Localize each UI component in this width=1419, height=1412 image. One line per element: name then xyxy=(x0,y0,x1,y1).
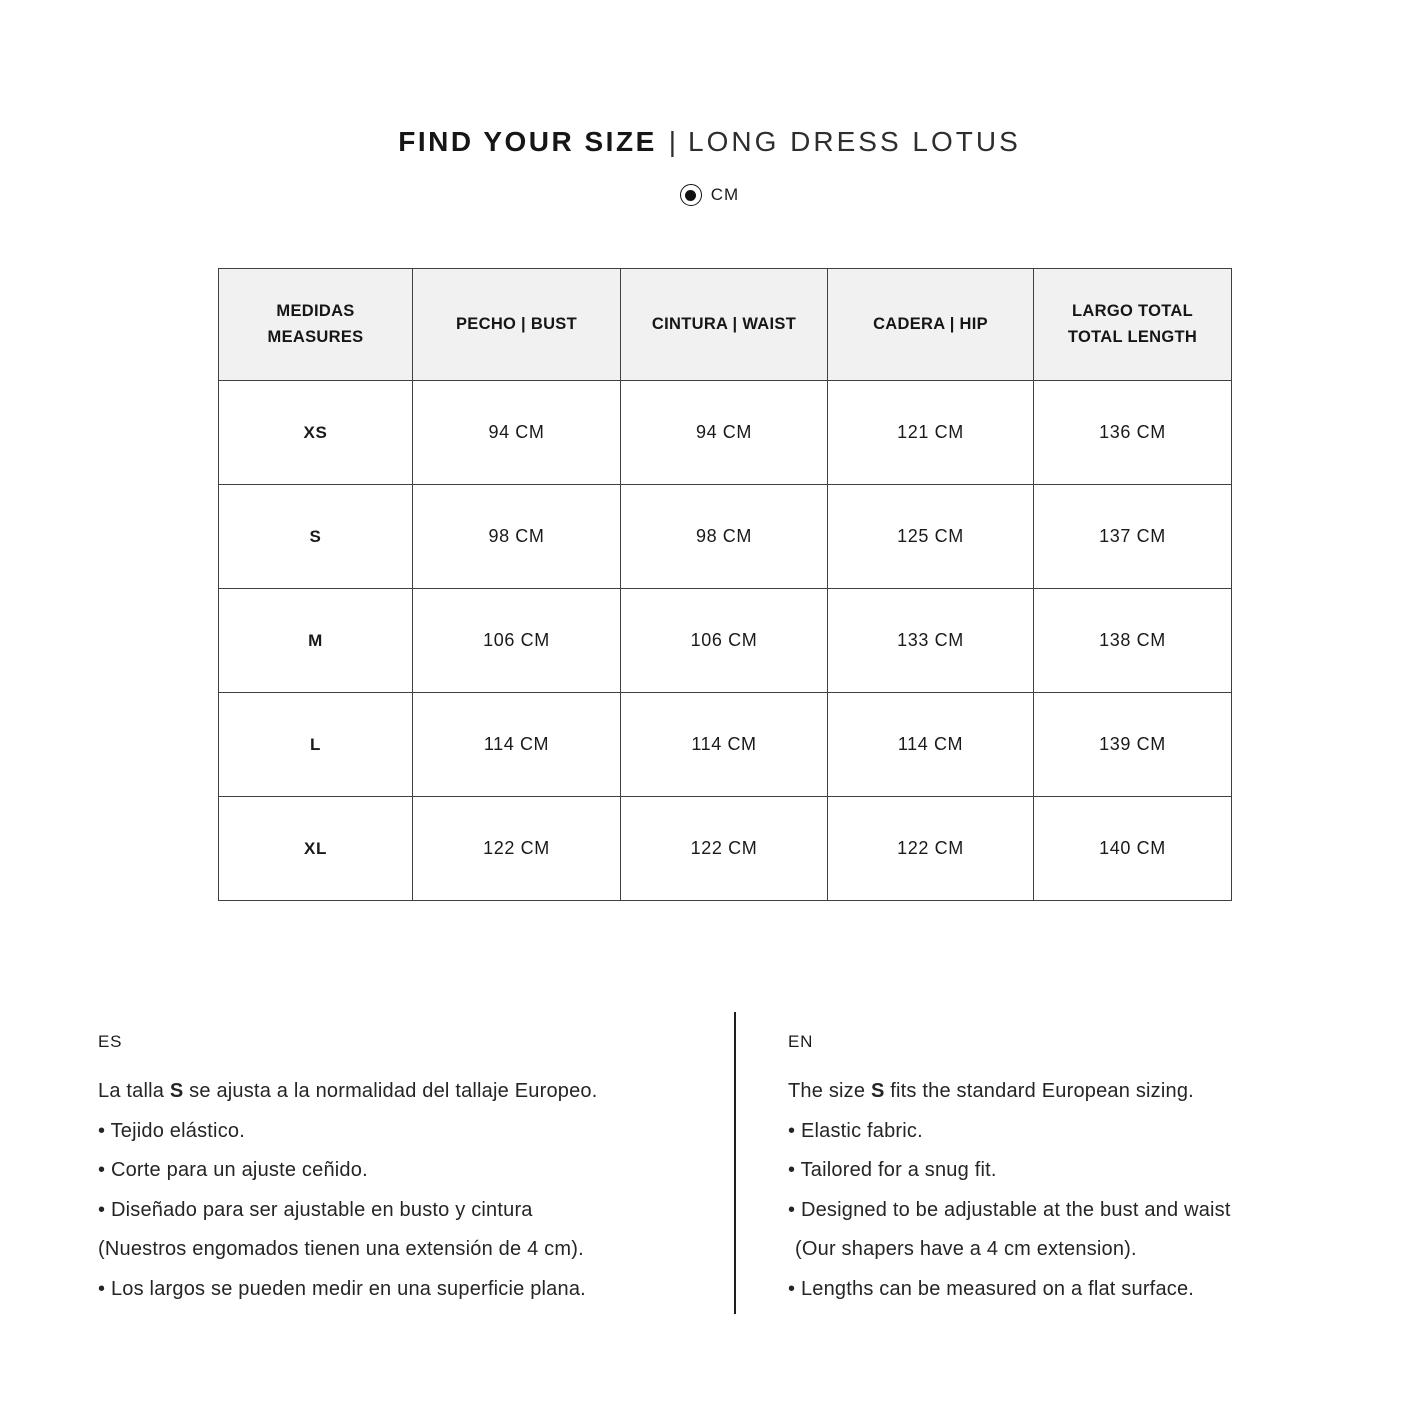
length-value: 137 CM xyxy=(1034,485,1232,589)
table-header-row xyxy=(219,269,1232,381)
radio-selected-icon[interactable] xyxy=(680,184,702,206)
header-waist: CINTURA | WAIST xyxy=(621,269,828,381)
hip-value: 125 CM xyxy=(828,485,1034,589)
notes-es xyxy=(98,1032,698,1309)
size-label: L xyxy=(219,693,413,797)
hip-value: 122 CM xyxy=(828,797,1034,901)
size-s-bold: S xyxy=(169,1080,184,1102)
length-value: 140 CM xyxy=(1034,797,1232,901)
bust-value: 94 CM xyxy=(413,381,621,485)
notes-es-heading: ES xyxy=(98,1032,123,1051)
column-divider xyxy=(734,1012,736,1314)
notes-en-line: • Lengths can be measured on a flat surface. xyxy=(788,1277,1195,1300)
notes-en xyxy=(788,1032,1368,1309)
size-label: M xyxy=(219,589,413,693)
hip-value: 121 CM xyxy=(828,381,1034,485)
page-title-secondary: LONG DRESS LOTUS xyxy=(688,126,1021,157)
title-separator: | xyxy=(668,126,677,157)
notes-es-line: • Los largos se pueden medir en una superficie plana. xyxy=(98,1277,586,1300)
notes-en-line: • Elastic fabric. xyxy=(788,1119,923,1142)
bust-value: 114 CM xyxy=(413,693,621,797)
hip-value: 114 CM xyxy=(828,693,1034,797)
size-label: XS xyxy=(219,381,413,485)
notes-en-heading: EN xyxy=(788,1032,814,1051)
waist-value: 94 CM xyxy=(621,381,828,485)
notes-en-line: • Tailored for a snug fit. xyxy=(788,1159,997,1181)
waist-value: 98 CM xyxy=(621,485,828,589)
hip-value: 133 CM xyxy=(828,589,1034,693)
table-row xyxy=(219,797,1232,901)
page-title-primary: FIND YOUR SIZE xyxy=(398,126,657,157)
header-measures: MEDIDAS MEASURES xyxy=(219,269,413,381)
notes-es-line: • Tejido elástico. xyxy=(98,1119,245,1142)
table-row xyxy=(219,485,1232,589)
page-title xyxy=(0,126,1419,158)
waist-value: 106 CM xyxy=(621,589,828,693)
radio-dot xyxy=(685,190,696,201)
notes-es-line: • Corte para un ajuste ceñido. xyxy=(98,1159,368,1181)
notes-es-intro: La talla S se ajusta a la normalidad del tallaje Europeo. xyxy=(98,1080,598,1102)
notes-es-line: (Nuestros engomados tienen una extensión de 4 cm). xyxy=(98,1238,584,1260)
size-label: S xyxy=(219,485,413,589)
size-table xyxy=(218,268,1232,901)
unit-radio-cm[interactable] xyxy=(680,184,739,206)
size-s-bold: S xyxy=(870,1080,885,1102)
notes-en-line: • Designed to be adjustable at the bust and waist xyxy=(788,1198,1231,1221)
notes-en-line: (Our shapers have a 4 cm extension). xyxy=(795,1238,1137,1260)
table-row xyxy=(219,589,1232,693)
header-bust: PECHO | BUST xyxy=(413,269,621,381)
unit-label: CM xyxy=(710,185,740,204)
length-value: 139 CM xyxy=(1034,693,1232,797)
notes-en-intro: The size S fits the standard European sizing. xyxy=(788,1080,1194,1102)
header-total-length: LARGO TOTAL TOTAL LENGTH xyxy=(1034,269,1232,381)
waist-value: 122 CM xyxy=(621,797,828,901)
bust-value: 98 CM xyxy=(413,485,621,589)
length-value: 136 CM xyxy=(1034,381,1232,485)
bust-value: 106 CM xyxy=(413,589,621,693)
table-row xyxy=(219,381,1232,485)
header-hip: CADERA | HIP xyxy=(828,269,1034,381)
notes-es-line: • Diseñado para ser ajustable en busto y cintura xyxy=(98,1198,533,1221)
size-label: XL xyxy=(219,797,413,901)
unit-selector xyxy=(0,184,1419,206)
table-row xyxy=(219,693,1232,797)
bust-value: 122 CM xyxy=(413,797,621,901)
length-value: 138 CM xyxy=(1034,589,1232,693)
waist-value: 114 CM xyxy=(621,693,828,797)
